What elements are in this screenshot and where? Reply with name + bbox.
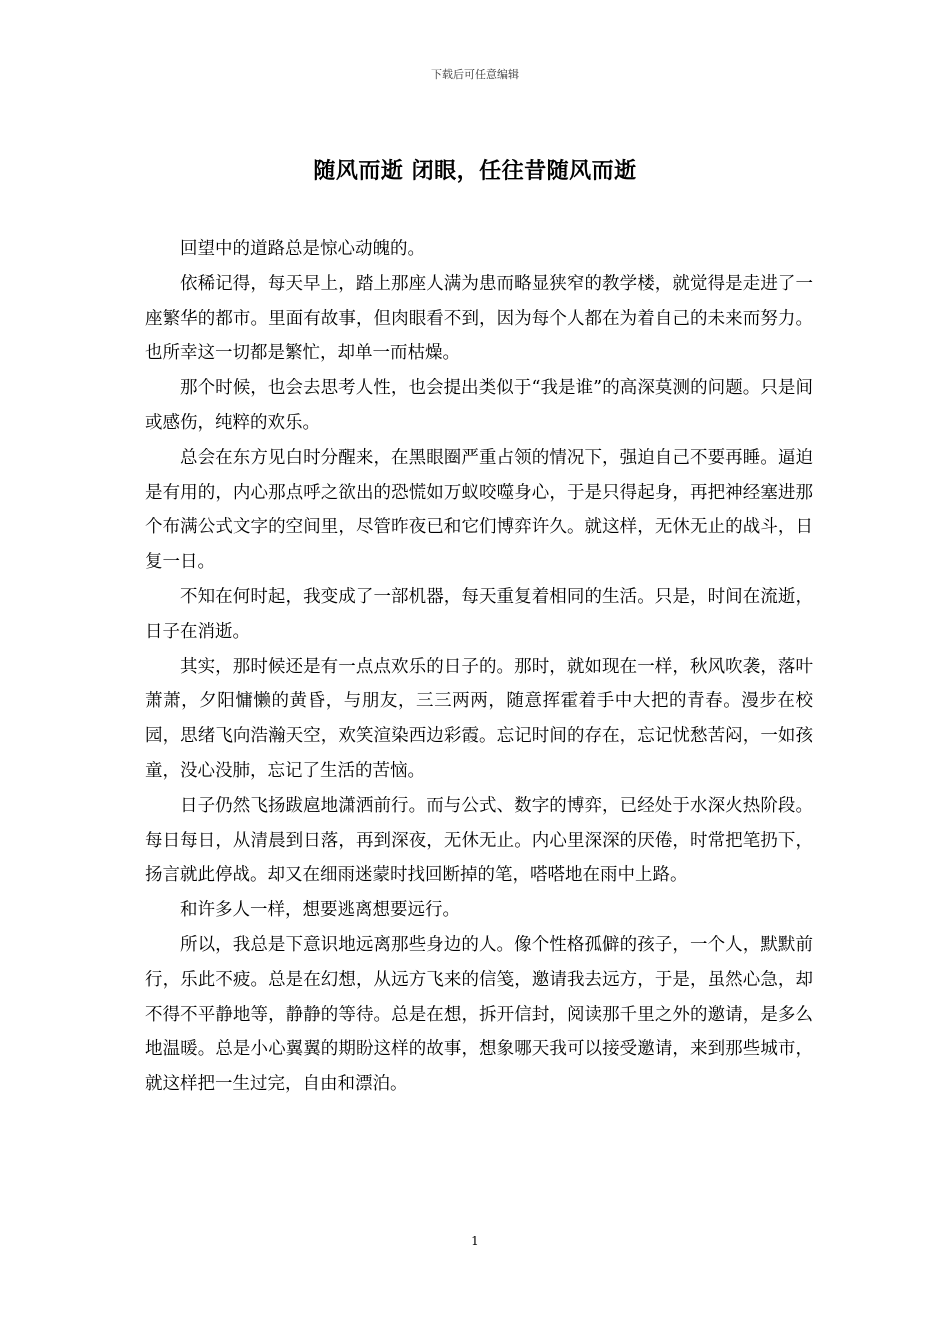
paragraph: 那个时候，也会去思考人性，也会提出类似于“我是谁”的高深莫测的问题。只是间或感伤，纯粹的欢乐。 — [145, 378, 813, 433]
paragraph: 回望中的道路总是惊心动魄的。 — [180, 239, 425, 259]
page-number: 1 — [471, 1234, 479, 1248]
paragraph: 总会在东方见白时分醒来，在黑眼圈严重占领的情况下，强迫自己不要再睡。逼迫是有用的，内心那点呼之欲出的恐慌如万蚁咬噬身心，于是只得起身，再把神经塞进那个布满公式文字的空间里，尽管昨夜已和它们博弈许久。就这样，无休无止的战斗，日复一日。 — [145, 447, 813, 573]
document-title: 随风而逝 闭眼，任往昔随风而逝 — [313, 158, 637, 184]
paragraph: 不知在何时起，我变成了一部机器，每天重复着相同的生活。只是，时间在流逝，日子在消逝。 — [145, 586, 813, 642]
paragraph: 和许多人一样，想要逃离想要远行。 — [180, 900, 460, 921]
paragraph: 所以，我总是下意识地远离那些身边的人。像个性格孤僻的孩子，一个人，默默前行，乐此不疲。总是在幻想，从远方飞来的信笺，邀请我去远方，于是，虽然心急，却不得不平静地等，静静的等待。总是在想，拆开信封，阅读那千里之外的邀请，是多么地温暖。总是小心翼翼的期盼这样的故事，想象哪天我可以接受邀请，来到那些城市，就这样把一生过完，自由和漂泊。 — [145, 934, 813, 1095]
paragraph: 依稀记得，每天早上，踏上那座人满为患而略显狭窄的教学楼，就觉得是走进了一座繁华的都市。里面有故事，但肉眼看不到，因为每个人都在为着自己的未来而努力。也所幸这一切都是繁忙，却单一而枯燥。 — [145, 273, 813, 364]
paragraph: 其实，那时候还是有一点点欢乐的日子的。那时，就如现在一样，秋风吹袭，落叶萧萧，夕阳慵懒的黄昏，与朋友，三三两两，随意挥霍着手中大把的青春。漫步在校园，思绪飞向浩瀚天空，欢笑渲染西边彩霞。忘记时间的存在，忘记忧愁苦闷，一如孩童，没心没肺，忘记了生活的苦恼。 — [145, 656, 813, 781]
paragraph: 日子仍然飞扬跋扈地潇洒前行。而与公式、数字的博弈，已经处于水深火热阶段。每日每日，从清晨到日落，再到深夜，无休无止。内心里深深的厌倦，时常把笔扔下，扬言就此停战。却又在细雨迷蒙时找回断掉的笔，嗒嗒地在雨中上路。 — [145, 795, 813, 886]
page-header-note: 下载后可任意编辑 — [431, 68, 519, 81]
document-body — [145, 232, 813, 1102]
